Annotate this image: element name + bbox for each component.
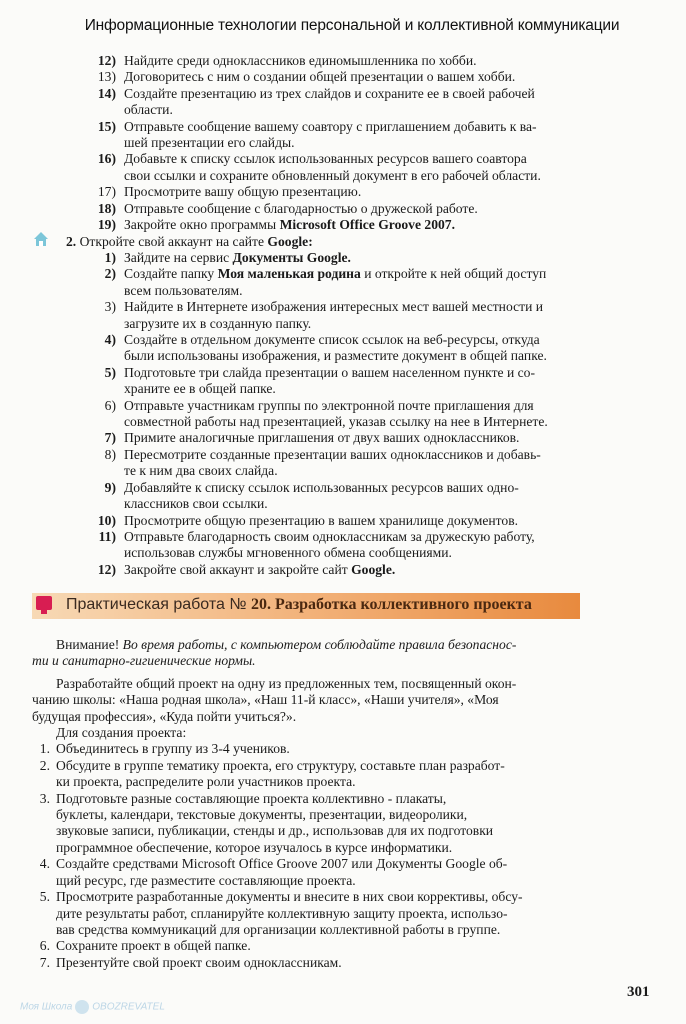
item-number: 14) [97,85,116,101]
item-text-line: Отправьте сообщение вашему соавтору с приглашением добавить к ва- [124,118,537,134]
item-text-line: использовав службы мгновенного обмена сообщениями. [124,545,452,561]
project-steps-list [32,741,632,971]
item-text-line: Найдите в Интернете изображения интересных мест вашей местности и [124,299,544,315]
item-text-line: шей презентации его слайды. [124,135,295,151]
item-text-line: программное обеспечение, которое изучалось в курсе информатики. [56,839,453,855]
item-number: 4) [104,332,116,348]
warning-line-1 [32,637,632,653]
item-text-line: Подготовьте три слайда презентации о вашем населенном пункте и со- [124,364,535,380]
watermark-brand: Моя Школа [20,1001,73,1013]
item-number: 2) [104,266,116,282]
list-item [20,741,632,757]
item-text-line: были использованы изображения, и разместите документ в общей папке. [124,348,547,364]
item-number: 4. [39,856,50,872]
list-item [78,217,618,233]
running-header: Информационные технологии персональной и коллективной коммуникации [84,17,620,34]
list-item [78,562,618,578]
item-text-line: Обсудите в группе тематику проекта, его структуру, составьте план разработ- [56,757,505,773]
item-text-line: щий ресурс, где разместите составляющие проекта. [56,872,356,888]
item-number: 5) [104,364,116,380]
item-number: 5. [39,889,50,905]
item-text-line: Отправьте благодарность своим одноклассникам за дружескую работу, [124,528,535,544]
warning-text: Во время работы, с компьютером соблюдайте правила безопаснос- [119,637,517,652]
item-text-line: храните ее в общей папке. [124,381,276,397]
warning-label: Внимание! [56,637,120,652]
item-text-line: загрузите их в созданную папку. [124,315,312,331]
item-text-line: Просмотрите вашу общую презентацию. [124,184,362,200]
list-item [78,513,618,529]
list-item [78,430,618,446]
task2-text: Откройте свой аккаунт на сайте [79,234,268,249]
item-text-line: Объединитесь в группу из 3-4 учеников. [56,741,290,757]
item-text-line: Просмотрите общую презентацию в вашем хранилище документов. [124,512,519,528]
item-number: 3. [39,790,50,806]
list-item [78,332,618,365]
item-text-line: Создайте средствами Microsoft Office Groove 2007 или Документы Google об- [56,856,508,872]
page-number: 301 [627,984,650,1000]
watermark-logo-icon [75,1000,89,1014]
intro-line: Разработайте общий проект на одну из предложенных тем, посвященный окон- [56,675,517,691]
watermark-brand: OBOZREVATEL [92,1001,165,1013]
list-item [20,758,632,791]
item-number: 10) [97,512,116,528]
item-text-line: Пересмотрите созданные презентации ваших одноклассников и добавь- [124,446,541,462]
item-text-line: всем пользователям. [124,282,243,298]
list-item [78,151,618,184]
item-text-line: совместной работы над презентацией, указав ссылку на нее в Интернете. [124,414,548,430]
list-item [78,201,618,217]
banner-prefix: Практическая работа № [66,596,251,613]
item-text-line: Сохраните проект в общей папке. [56,938,251,954]
task2-heading [66,234,313,250]
task2-step-list [78,250,618,578]
item-number: 12) [97,561,116,577]
list-item [78,299,618,332]
practical-work-body [32,637,632,971]
item-number: 15) [97,118,116,134]
warning-line-2 [32,653,632,669]
warning-text: ти и санитарно-гигиенические нормы. [32,653,256,669]
item-number: 9) [104,479,116,495]
item-number: 2. [39,757,50,773]
steps-label: Для создания проекта: [56,725,187,741]
list-item [20,938,632,954]
item-text-line: Найдите среди одноклассников единомышленника по хобби. [124,53,477,68]
item-text-line: Добавьте к списку ссылок использованных ресурсов вашего соавтора [124,151,527,167]
list-item [20,889,632,938]
list-item [78,53,618,69]
list-item [78,86,618,119]
item-number: 11) [98,528,116,544]
item-text-line: Зайдите на сервис Документы Google. [124,250,351,265]
item-text-line: Примите аналогичные приглашения от двух ваших одноклассников. [124,430,520,446]
task2-number: 2. [66,234,77,249]
item-text-line: Создайте в отдельном документе список ссылок на веб-ресурсы, откуда [124,332,540,348]
item-number: 7. [39,954,50,970]
item-text-line: свои ссылки и сохраните обновленный документ в его рабочей области. [124,167,541,183]
item-text-line: Отправьте сообщение с благодарностью о дружеской работе. [124,200,478,216]
item-number: 8) [104,446,116,462]
item-number: 17) [97,184,116,200]
task1-step-list [78,53,618,233]
item-text-line: вав средства коммуникаций для организации коллективной работы в группе. [56,921,501,937]
item-text-line: Создайте папку Моя маленькая родина и откройте к ней общий доступ [124,266,547,282]
item-number: 16) [97,151,116,167]
list-item [78,266,618,299]
item-text-line: Закройте окно программы Microsoft Office Groove 2007. [124,217,455,233]
item-number: 6. [39,938,50,954]
item-text-line: дите результаты работ, спланируйте коллективную защиту проекта, использо- [56,905,508,921]
list-item [78,447,618,480]
practical-work-banner [32,593,580,619]
list-item [20,955,632,971]
item-text-line: классников свои ссылки. [124,496,268,512]
item-text-line: те к ним два своих слайда. [124,463,278,479]
list-item [78,69,618,85]
list-item [78,529,618,562]
list-item [20,791,632,857]
list-item [78,398,618,431]
home-task-icon [32,230,50,248]
item-number: 3) [104,299,116,315]
item-text-line: Просмотрите разработанные документы и внесите в них свои коррективы, обсу- [56,889,523,905]
item-number: 18) [97,200,116,216]
item-number: 1. [39,741,50,757]
item-text-line: Закройте свой аккаунт и закройте сайт Google. [124,561,396,577]
list-item [78,119,618,152]
list-item [78,365,618,398]
item-text-line: Подготовьте разные составляющие проекта коллективно - плакаты, [56,790,447,806]
item-number: 7) [104,430,116,446]
task2-bold: Google: [267,234,313,249]
item-text-line: Добавляйте к списку ссылок использованных ресурсов ваших одно- [124,479,519,495]
item-text-line: области. [124,102,173,118]
item-number: 12) [97,53,116,68]
item-text-line: Создайте презентацию из трех слайдов и сохраните ее в своей рабочей [124,85,535,101]
monitor-icon [36,596,52,610]
item-number: 1) [104,250,116,265]
item-number: 6) [104,397,116,413]
list-item [20,856,632,889]
intro-line: чанию школы: «Наша родная школа», «Наш 11-й класс», «Наши учителя», «Моя [32,692,499,708]
item-text-line: Отправьте участникам группы по электронной почте приглашения для [124,397,534,413]
banner-title: 20. Разработка коллективного проекта [250,596,532,613]
intro-line: будущая профессия», «Куда пойти учиться?». [32,708,297,724]
item-number: 13) [97,69,116,85]
list-item [78,480,618,513]
item-text-line: ки проекта, распределите роли участников проекта. [56,774,356,790]
item-text-line: звуковые записи, публикации, стенды и др., использовав для их подготовки [56,823,494,839]
item-number: 19) [97,217,116,233]
item-text-line: Договоритесь с ним о создании общей презентации о вашем хобби. [124,69,516,85]
list-item [78,250,618,266]
list-item [78,184,618,200]
watermark [20,1000,165,1014]
item-text-line: буклеты, календари, текстовые документы, презентации, видеоролики, [56,807,468,823]
item-text-line: Презентуйте свой проект своим одноклассникам. [56,954,342,970]
